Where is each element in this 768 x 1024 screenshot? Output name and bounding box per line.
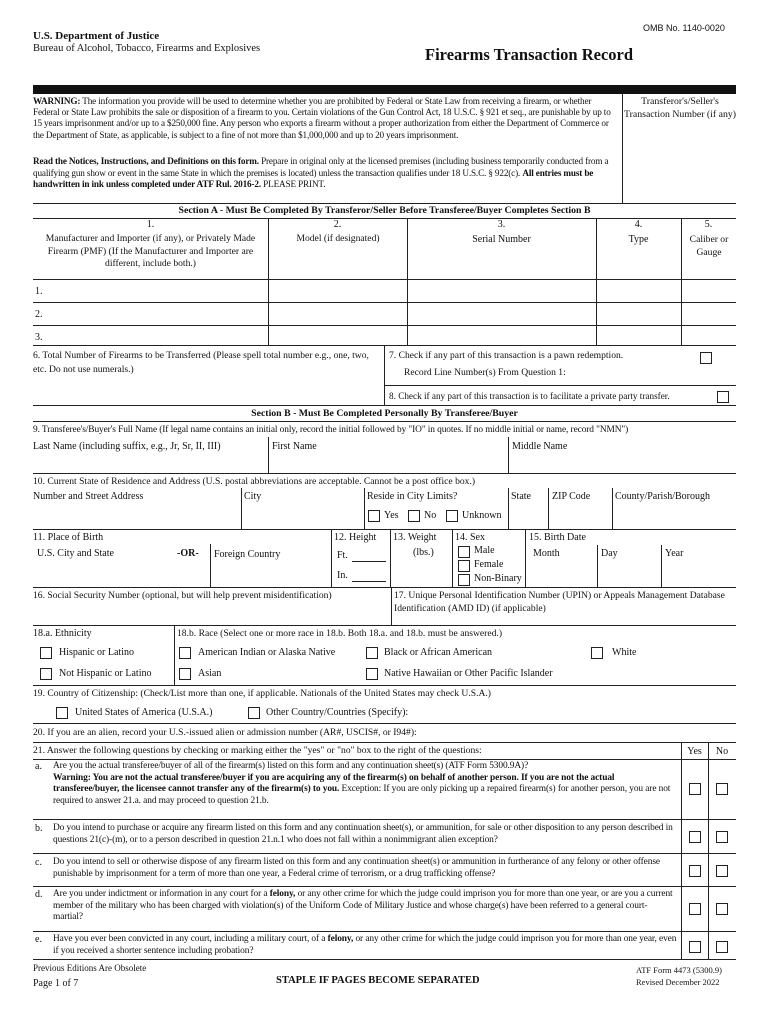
reside-unknown-checkbox[interactable] — [446, 510, 458, 522]
q21d-question: Are you under indictment or information in any court for a felony, or any other crime for which the judge could imprison you for more than one year, or are you a current member of the military who has been charged with violation(s) of the Uniform Code of Military Justice and whose charge(s) have been referred to a general court-martial? — [53, 889, 673, 922]
q8-private-party: 8. Check if any part of this transaction is to facilitate a private party transfer. — [389, 391, 670, 401]
q21-instructions: 21. Answer the following questions by checking or marking either the "yes" or "no" box to the right of the questions: — [33, 745, 482, 756]
section-a-heading: Section A - Must Be Completed By Transferor/Seller Before Transferee/Buyer Completes Section B — [178, 205, 591, 216]
yes-column-header: Yes — [687, 746, 702, 757]
q14-sex: 14. Sex — [455, 532, 485, 543]
q8-checkbox[interactable] — [717, 391, 729, 403]
birth-year-field[interactable]: Year — [665, 548, 684, 559]
q6-total-firearms[interactable]: 6. Total Number of Firearms to be Transferred (Please spell total number e.g., one, two, etc. Do not use numerals.) — [33, 350, 369, 375]
q21a-no-checkbox[interactable] — [716, 783, 728, 795]
other-country-checkbox[interactable] — [248, 707, 260, 719]
q7-record-line[interactable]: Record Line Number(s) From Question 1: — [404, 367, 566, 378]
q21c-yes-checkbox[interactable] — [689, 865, 701, 877]
zip-field[interactable]: ZIP Code — [552, 491, 591, 502]
foreign-country-field[interactable]: Foreign Country — [214, 549, 281, 560]
q21b-question: Do you intend to purchase or acquire any firearm listed on this form and any continuation sheet(s), or ammunition, for sale or other disposition to any person described in questions 21(c)-(m), or to a person described in question 21.n.1 who does not fall within a nonimmigrant alien exception? — [53, 823, 673, 845]
white-checkbox[interactable] — [591, 647, 603, 659]
no-column-header: No — [715, 746, 729, 757]
nhpi-checkbox[interactable] — [366, 668, 378, 680]
section-b-heading: Section B - Must Be Completed Personally By Transferee/Buyer — [251, 408, 518, 419]
col-serial-header: Serial Number — [472, 234, 531, 245]
q7-pawn-redemption: 7. Check if any part of this transaction is a pawn redemption. — [389, 350, 624, 361]
q21d-no-checkbox[interactable] — [716, 903, 728, 915]
birth-day-field[interactable]: Day — [601, 548, 618, 559]
q19-citizenship: 19. Country of Citizenship: (Check/List more than one, if applicable. Nationals of the United States may check U.S.A.) — [33, 688, 491, 699]
q13-weight[interactable]: 13. Weight — [393, 532, 437, 543]
q17-upin-field[interactable]: 17. Unique Personal Identification Number (UPIN) or Appeals Management Database Identification (AMD ID) (if applicable) — [394, 590, 725, 614]
q21c-question: Do you intend to sell or otherwise dispose of any firearm listed on this form and any continuation sheet(s) or ammunition in furtherance of any felony or other offense punishable by imprisonment for a term of more than one year, a Federal crime of terrorism, or a drug trafficking offense? — [53, 857, 660, 879]
reside-yes-checkbox[interactable] — [368, 510, 380, 522]
q18a-ethnicity: 18.a. Ethnicity — [33, 628, 92, 639]
warning-text: WARNING: The information you provide will be used to determine whether you are prohibited by Federal or State Law from receiving a firearm, or whether Federal or State Law prohibits the sale or disposition of a firearm to you. Certain violations of the Gun Control Act, 18 U.S.C. § 921 et seq., are punishable by up to 15 years imprisonment and/or up to a $250,000 fine. Any person who exports a firearm without a proper authorization from either the Department of Commerce or the Department of State, as applicable, is subject to a fine of not more than $1,000,000 and up to 20 years imprisonment. — [33, 96, 611, 140]
q21e-yes-checkbox[interactable] — [689, 941, 701, 953]
q21b-no-checkbox[interactable] — [716, 831, 728, 843]
street-address-field[interactable]: Number and Street Address — [33, 491, 144, 502]
q20-alien-number-field[interactable]: 20. If you are an alien, record your U.S.-issued alien or admission number (AR#, USCIS#, or I94#): — [33, 727, 417, 738]
hispanic-checkbox[interactable] — [40, 647, 52, 659]
firearm-row-2[interactable]: 2. — [35, 309, 43, 320]
form-number: ATF Form 4473 (5300.9) — [636, 965, 722, 975]
q9-full-name: 9. Transferee's/Buyer's Full Name (If legal name contains an initial only, record the initial followed by "IO" in quotes. If no middle initial or name, record "NMN") — [33, 425, 629, 435]
birth-month-field[interactable]: Month — [533, 548, 560, 559]
col-model-header: Model (if designated) — [296, 233, 380, 244]
q18b-race: 18.b. Race (Select one or more race in 18.b. Both 18.a. and 18.b. must be answered.) — [177, 628, 503, 639]
aian-checkbox[interactable] — [179, 647, 191, 659]
height-feet-field[interactable] — [352, 561, 386, 562]
form-title: Firearms Transaction Record — [425, 45, 634, 64]
q21c-no-checkbox[interactable] — [716, 865, 728, 877]
staple-note: STAPLE IF PAGES BECOME SEPARATED — [276, 975, 480, 986]
q21e-no-checkbox[interactable] — [716, 941, 728, 953]
q21e-question: Have you ever been convicted in any court, including a military court, of a felony, or any other crime for which the judge could imprison you for more than one year, even if you received a shorter sentence including probation? — [53, 934, 677, 956]
bureau-name: Bureau of Alcohol, Tobacco, Firearms and Explosives — [33, 43, 261, 54]
col-type-header: Type — [628, 234, 649, 245]
omb-number: OMB No. 1140-0020 — [643, 23, 725, 33]
sex-nonbinary-checkbox[interactable] — [458, 574, 470, 586]
q21b-yes-checkbox[interactable] — [689, 831, 701, 843]
reside-in-city-limits-label: Reside in City Limits? — [367, 491, 458, 502]
q16-ssn-field[interactable]: 16. Social Security Number (optional, but will help prevent misidentification) — [33, 590, 332, 601]
reside-no-checkbox[interactable] — [408, 510, 420, 522]
q21a-question: Are you the actual transferee/buyer of all of the firearm(s) listed on this form and any continuation sheet(s) (ATF Form 5300.9A)? Warning: You are not the actual transferee/buyer if you are acquiring any of the firearm(s) on behalf of another person. If you are not the actual transferee/buyer, the licensee cannot transfer any of the firearm(s) to you. Exception: If you are only picking up a repaired firearm(s) for another person, you are not required to answer 21.a. and may proceed to question 21.b. — [53, 761, 671, 806]
us-city-state-field[interactable]: U.S. City and State — [37, 548, 114, 559]
asian-checkbox[interactable] — [179, 668, 191, 680]
page-number: Page 1 of 7 — [33, 978, 79, 989]
sex-female-checkbox[interactable] — [458, 560, 470, 572]
previous-editions-note: Previous Editions Are Obsolete — [33, 963, 147, 973]
sex-male-checkbox[interactable] — [458, 546, 470, 558]
revision-date: Revised December 2022 — [636, 977, 720, 987]
instructions-text: Read the Notices, Instructions, and Definitions on this form. Prepare in original only at the licensed premises (including business temporarily conducted from a qualifying gun show or event in the same State in which the premises is located) unless the transaction qualifies under 18 U.S.C. § 922(c). All entries must be handwritten in ink unless completed under ATF Rul. 2016-2. PLEASE PRINT. — [33, 156, 609, 190]
middle-name-field[interactable]: Middle Name — [512, 441, 568, 452]
q21a-yes-checkbox[interactable] — [689, 783, 701, 795]
q15-birth-date: 15. Birth Date — [529, 532, 586, 543]
firearm-row-3[interactable]: 3. — [35, 332, 43, 343]
q12-height: 12. Height — [334, 532, 377, 543]
first-name-field[interactable]: First Name — [272, 441, 317, 452]
col-caliber-header: Caliber or Gauge — [689, 234, 729, 258]
county-field[interactable]: County/Parish/Borough — [615, 491, 711, 502]
not-hispanic-checkbox[interactable] — [40, 668, 52, 680]
q11-place-of-birth: 11. Place of Birth — [33, 532, 104, 543]
q21d-yes-checkbox[interactable] — [689, 903, 701, 915]
q7-checkbox[interactable] — [700, 352, 712, 364]
usa-checkbox[interactable] — [56, 707, 68, 719]
col-manufacturer-header: Manufacturer and Importer (if any), or Privately Made Firearm (PMF) (If the Manufacturer and Importer are different, include both.) — [45, 233, 256, 269]
city-field[interactable]: City — [244, 491, 262, 502]
q10-residence: 10. Current State of Residence and Address (U.S. postal abbreviations are acceptable. Cannot be a post office box.) — [33, 476, 476, 487]
department-name: U.S. Department of Justice — [33, 30, 160, 42]
height-inches-field[interactable] — [352, 581, 386, 582]
transaction-number-box[interactable]: Transferor's/Seller's Transaction Number (if any) — [624, 96, 737, 120]
black-checkbox[interactable] — [366, 647, 378, 659]
firearm-row-1[interactable]: 1. — [35, 286, 43, 297]
state-field[interactable]: State — [511, 491, 531, 502]
last-name-field[interactable]: Last Name (including suffix, e.g., Jr, Sr, II, III) — [33, 441, 221, 452]
header-rule — [33, 85, 736, 94]
other-country-field[interactable]: Other Country/Countries (Specify): — [266, 707, 409, 718]
